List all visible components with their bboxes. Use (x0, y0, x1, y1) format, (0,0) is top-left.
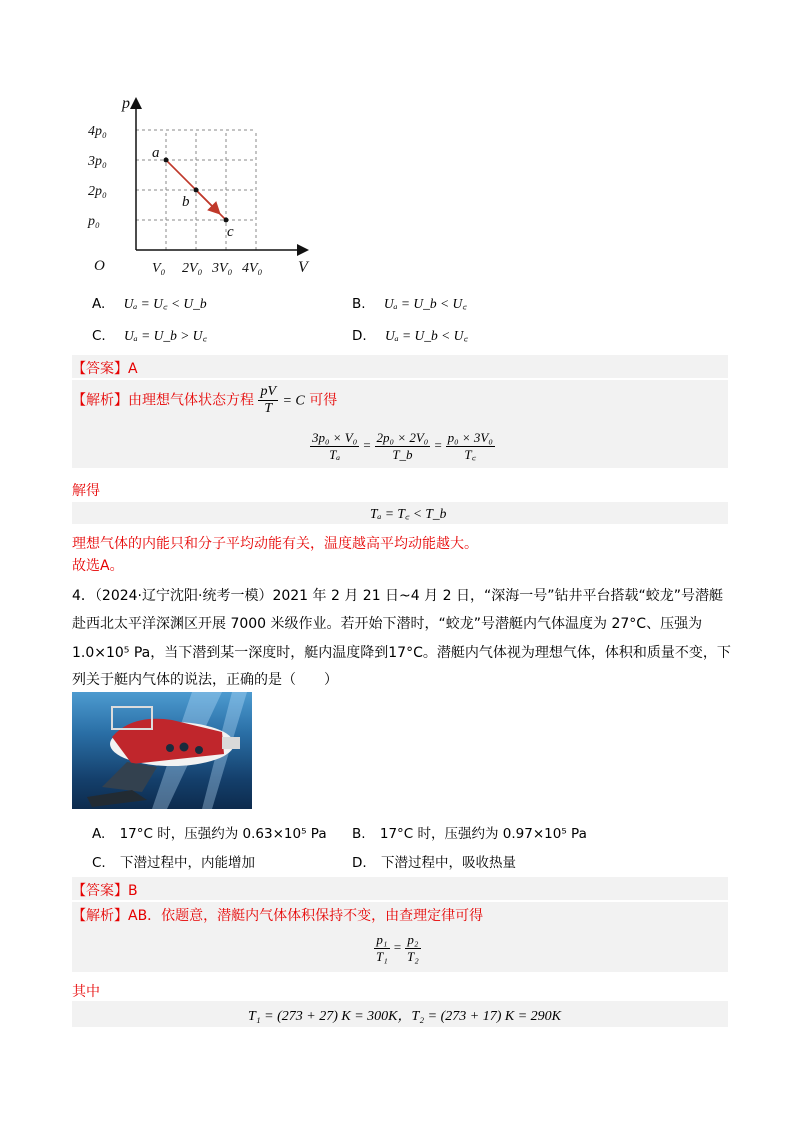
analysis-text: AB．依题意，潜艇内气体体积保持不变，由查理定律可得 (128, 908, 484, 924)
p-tick-label: p₀ (88, 214, 100, 229)
point-label-a: a (152, 145, 160, 161)
option-letter: B. (352, 296, 366, 312)
option-expression: Uₐ = U_b > U꜀ (124, 328, 208, 343)
analysis-tail: 可得 (309, 392, 338, 409)
q3-choose: 故选A。 (72, 558, 124, 574)
state-point-a (164, 158, 169, 163)
analysis-label: 【解析】 (72, 908, 128, 924)
state-point-b (194, 188, 199, 193)
submersible-photo (72, 692, 252, 809)
question-text: 2021 年 2 月 21 日~4 月 2 日，“深海一号”钻井平台搭载“蛟龙”号潜艇 (272, 588, 723, 604)
p-axis-label: p (122, 95, 130, 112)
q4-answer-band (72, 877, 728, 900)
option-letter: B. (352, 826, 366, 842)
p-tick-label: 2p₀ (88, 184, 107, 199)
v-tick-label: V₀ (152, 261, 166, 276)
q3-equation-1: $\frac{\text{3p₀ × V₀}}{\text{Tₐ}}$ = $\frac{\text{2p₀ × 2V₀}}{T\_b}$ = $\frac{\text{p₀ × 3V₀}}{T꜀}$ (312, 430, 493, 462)
point-label-c: c (227, 224, 234, 240)
q3-solve-label: 解得 (72, 483, 100, 499)
q4-answer: 【答案】B (72, 883, 138, 899)
option-expression: Uₐ = U꜀ < U_b (123, 296, 207, 311)
q4-option-a (92, 822, 327, 842)
analysis-label: 【解析】 (72, 392, 128, 409)
p-tick-label: 4p₀ (88, 124, 107, 139)
q4-equation-2: T₁ = (273 + 27) K = 300K，T₂ = (273 + 17) K = 290K (248, 1009, 561, 1024)
origin-label: O (94, 258, 105, 274)
state-equation-fraction: $\frac{pV}{T}$ (260, 384, 277, 416)
q3-conclusion: 理想气体的内能只和分子平均动能有关，温度越高平均动能越大。 (72, 536, 478, 552)
q4-equation-1: $\frac{\text{p₁}}{\text{T₁}}$ = $\frac{\text{p₂}}{\text{T₂}}$ (376, 932, 419, 964)
q4-where-label: 其中 (72, 984, 100, 1000)
option-letter: C. (92, 328, 106, 344)
q3-option-a (92, 294, 207, 312)
q3-option-d (352, 326, 468, 344)
v-tick-label: 4V₀ (242, 261, 263, 276)
option-letter: A. (92, 826, 106, 842)
option-letter: C. (92, 855, 106, 871)
q3-option-c (92, 326, 207, 344)
process-direction-arrow (196, 190, 219, 213)
q4-line-2: 赴西北太平洋深渊区开展 7000 米级作业。若开始下潜时，“蛟龙”号潜艇内气体温度为 27°C、压强为 (72, 616, 703, 632)
question-number: 4． (72, 588, 95, 604)
v-tick-label: 3V₀ (212, 261, 233, 276)
state-point-c (224, 218, 229, 223)
question-source: （2024·辽宁沈阳·统考一模） (94, 588, 273, 604)
point-label-b: b (182, 194, 190, 210)
analysis-text: 由理想气体状态方程 (128, 392, 254, 409)
v-tick-label: 2V₀ (182, 261, 203, 276)
option-text: 下潜过程中，吸收热量 (380, 855, 516, 871)
option-letter: A. (92, 296, 106, 312)
state-equation-rhs: = C (282, 393, 305, 409)
p-v-graph (86, 92, 308, 277)
option-letter: D. (352, 328, 367, 344)
p-tick-label: 3p₀ (88, 154, 107, 169)
q3-analysis-line (72, 384, 337, 417)
q4-line-4: 列关于艇内气体的说法，正确的是（ ） (72, 672, 338, 688)
option-text: 下潜过程中，内能增加 (120, 855, 256, 871)
q4-option-b (352, 822, 587, 842)
option-text: 17°C 时，压强约为 0.97×10⁵ Pa (379, 826, 587, 842)
option-letter: D. (352, 855, 367, 871)
submersible-illustration (72, 692, 252, 809)
q4-line-1 (72, 585, 723, 605)
q4-option-c (92, 851, 255, 871)
option-expression: Uₐ = U_b < U꜀ (383, 296, 467, 311)
option-expression: Uₐ = U_b < U꜀ (384, 328, 469, 343)
v-axis-label: V (298, 259, 308, 276)
q3-equation-2: Tₐ = T꜀ < T_b (370, 506, 447, 521)
q3-option-b (352, 294, 467, 312)
q4-option-d (352, 851, 516, 871)
q3-answer-band (72, 355, 728, 378)
q4-line-3: 1.0×10⁵ Pa，当下潜到某一深度时，艇内温度降到17°C。潜艇内气体视为理想气体，体积和质量不变，下 (72, 645, 731, 661)
q3-answer: 【答案】A (72, 361, 138, 377)
q4-analysis-line (72, 905, 483, 925)
option-text: 17°C 时，压强约为 0.63×10⁵ Pa (119, 826, 327, 842)
